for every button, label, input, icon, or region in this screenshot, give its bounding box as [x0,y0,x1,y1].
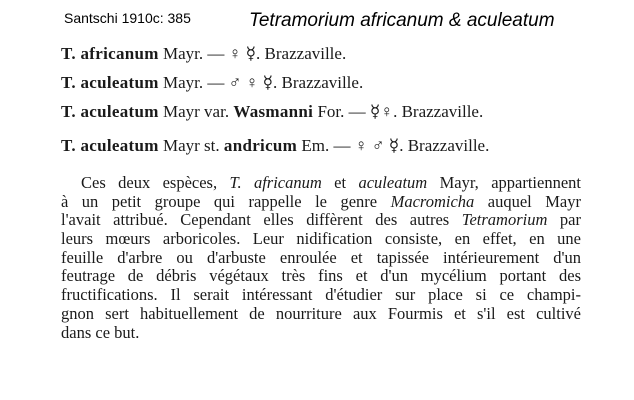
taxon-rank: Mayr st. [158,136,224,155]
paragraph-line: leurs mœurs arboricoles. Leur nidification consiste, en effet, en une [61,229,581,249]
taxon-name: T. africanum [61,44,159,63]
taxon-name: T. aculeatum [61,102,159,121]
paragraph-line: à un petit groupe qui rappelle le genre Macromicha auquel Mayr [61,191,581,211]
taxon-variety-name: Wasmanni [233,102,314,121]
body-paragraph [61,174,581,342]
taxon-line-3 [61,97,489,126]
paragraph-line: feuille d'arbre ou d'arbuste enroulée et tapissée intérieurement d'un [61,247,581,267]
taxon-name: T. aculeatum [61,136,159,155]
taxa-list [61,39,489,160]
paragraph-line: dans ce but. [61,322,140,342]
taxon-details: For. — ☿♀. Brazzaville. [313,102,484,121]
taxon-line-4 [61,131,489,160]
paragraph-line: l'avait attribué. Cependant elles diffèrent des autres Tetramorium par [61,210,581,230]
taxon-details: Em. — ♀ ♂ ☿. Brazzaville. [297,136,490,155]
paragraph-line: gnon sert habituellement de nourriture aux Fourmis et s'il est cultivé [61,303,581,323]
paragraph-line: Ces deux espèces, T. africanum et aculeatum Mayr, appartiennent [81,173,581,192]
taxon-details: Mayr. — ♀ ☿. Brazzaville. [158,44,347,63]
taxon-line-1 [61,39,489,68]
taxon-details: Mayr. — ♂ ♀ ☿. Brazzaville. [158,73,364,92]
paragraph-line: fructifications. Il serait intéressant d'étudier sur place si ce champi- [61,285,581,305]
paragraph-line: feutrage de débris végétaux très fins et d'un mycélium portant des [61,266,581,286]
taxon-line-2 [61,68,489,97]
citation: Santschi 1910c: 385 [64,10,191,26]
taxon-rank: Mayr var. [158,102,234,121]
taxon-name: T. aculeatum [61,73,159,92]
taxon-subspecies-name: andricum [223,136,298,155]
page-title: Tetramorium africanum & aculeatum [249,10,555,31]
